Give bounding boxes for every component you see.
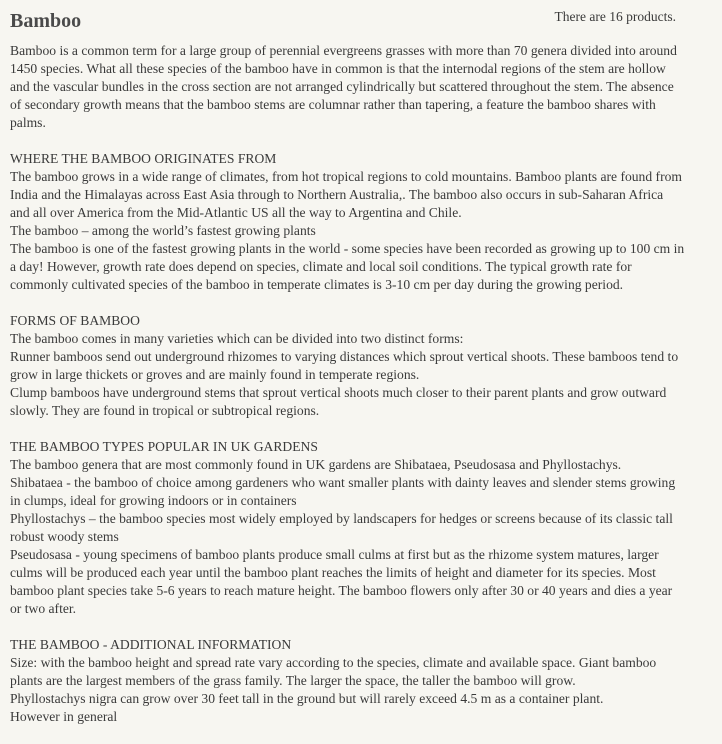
- section-paragraph: Phyllostachys – the bamboo species most widely employed by landscapers for hedges or screens because of its classic tall robust woody stems: [10, 511, 673, 544]
- section-heading: THE BAMBOO - ADDITIONAL INFORMATION: [10, 637, 292, 652]
- section-additional-info: [10, 636, 686, 726]
- category-description: [10, 42, 686, 744]
- section-paragraph: The bamboo genera that are most commonly found in UK gardens are Shibataea, Pseudosasa and Phyllostachys.: [10, 457, 622, 472]
- section-paragraph: However in general: [10, 709, 118, 724]
- section-paragraph: The bamboo is one of the fastest growing plants in the world - some species have been recorded as growing up to 100 cm in a day! However, growth rate does depend on species, climate and local soil conditions. The typical growth rate for commonly cultivated species of the bamboo in temperate climates is 3-10 cm per day during the growing period.: [10, 241, 685, 292]
- section-uk-types: [10, 438, 686, 618]
- intro-paragraph: Bamboo is a common term for a large group of perennial evergreens grasses with more than 70 genera divided into around 1450 species. What all these species of the bamboo have in common is that the internodal regions of the stem are hollow and the vascular bundles in the cross section are not arranged cylindrically but scattered throughout the stem. The absence of secondary growth means that the bamboo stems are columnar rather than tapering, a feature the bamboo shares with palms.: [10, 43, 677, 130]
- section-paragraph: Runner bamboos send out underground rhizomes to varying distances which sprout vertical shoots. These bamboos tend to grow in large thickets or groves and are mainly found in temperate regions.: [10, 349, 679, 382]
- section-heading: FORMS OF BAMBOO: [10, 313, 140, 328]
- page-title: Bamboo: [10, 10, 82, 32]
- product-count: There are 16 products.: [554, 9, 676, 24]
- section-paragraph: Clump bamboos have underground stems that sprout vertical shoots much closer to their parent plants and grow outward slowly. They are found in tropical or subtropical regions.: [10, 385, 667, 418]
- section-paragraph: The bamboo – among the world’s fastest growing plants: [10, 223, 316, 238]
- section-heading: WHERE THE BAMBOO ORIGINATES FROM: [10, 151, 277, 166]
- section-paragraph: Phyllostachys nigra can grow over 30 feet tall in the ground but will rarely exceed 4.5 m as a container plant.: [10, 691, 604, 706]
- section-paragraph: Shibataea - the bamboo of choice among gardeners who want smaller plants with dainty leaves and slender stems growing in clumps, ideal for growing indoors or in containers: [10, 475, 676, 508]
- section-heading: THE BAMBOO TYPES POPULAR IN UK GARDENS: [10, 439, 318, 454]
- section-paragraph: The bamboo grows in a wide range of climates, from hot tropical regions to cold mountains. Bamboo plants are found from India and the Himalayas across East Asia through to Northern Australia,. The bamboo also occurs in sub-Saharan Africa and all over America from the Mid-Atlantic US all the way to Argentina and Chile.: [10, 169, 682, 220]
- section-paragraph: Size: with the bamboo height and spread rate vary according to the species, climate and available space. Giant bamboo plants are the largest members of the grass family. The larger the space, the taller the bamboo will grow.: [10, 655, 657, 688]
- section-paragraph: The bamboo comes in many varieties which can be divided into two distinct forms:: [10, 331, 464, 346]
- section-origins: [10, 150, 686, 294]
- section-forms: [10, 312, 686, 420]
- section-paragraph: Pseudosasa - young specimens of bamboo plants produce small culms at first but as the rhizome system matures, larger culms will be produced each year until the bamboo plant reaches the limits of height and diameter for its species. Most bamboo plant species take 5-6 years to reach mature height. The bamboo flowers only after 30 or 40 years and dies a year or two after.: [10, 547, 673, 616]
